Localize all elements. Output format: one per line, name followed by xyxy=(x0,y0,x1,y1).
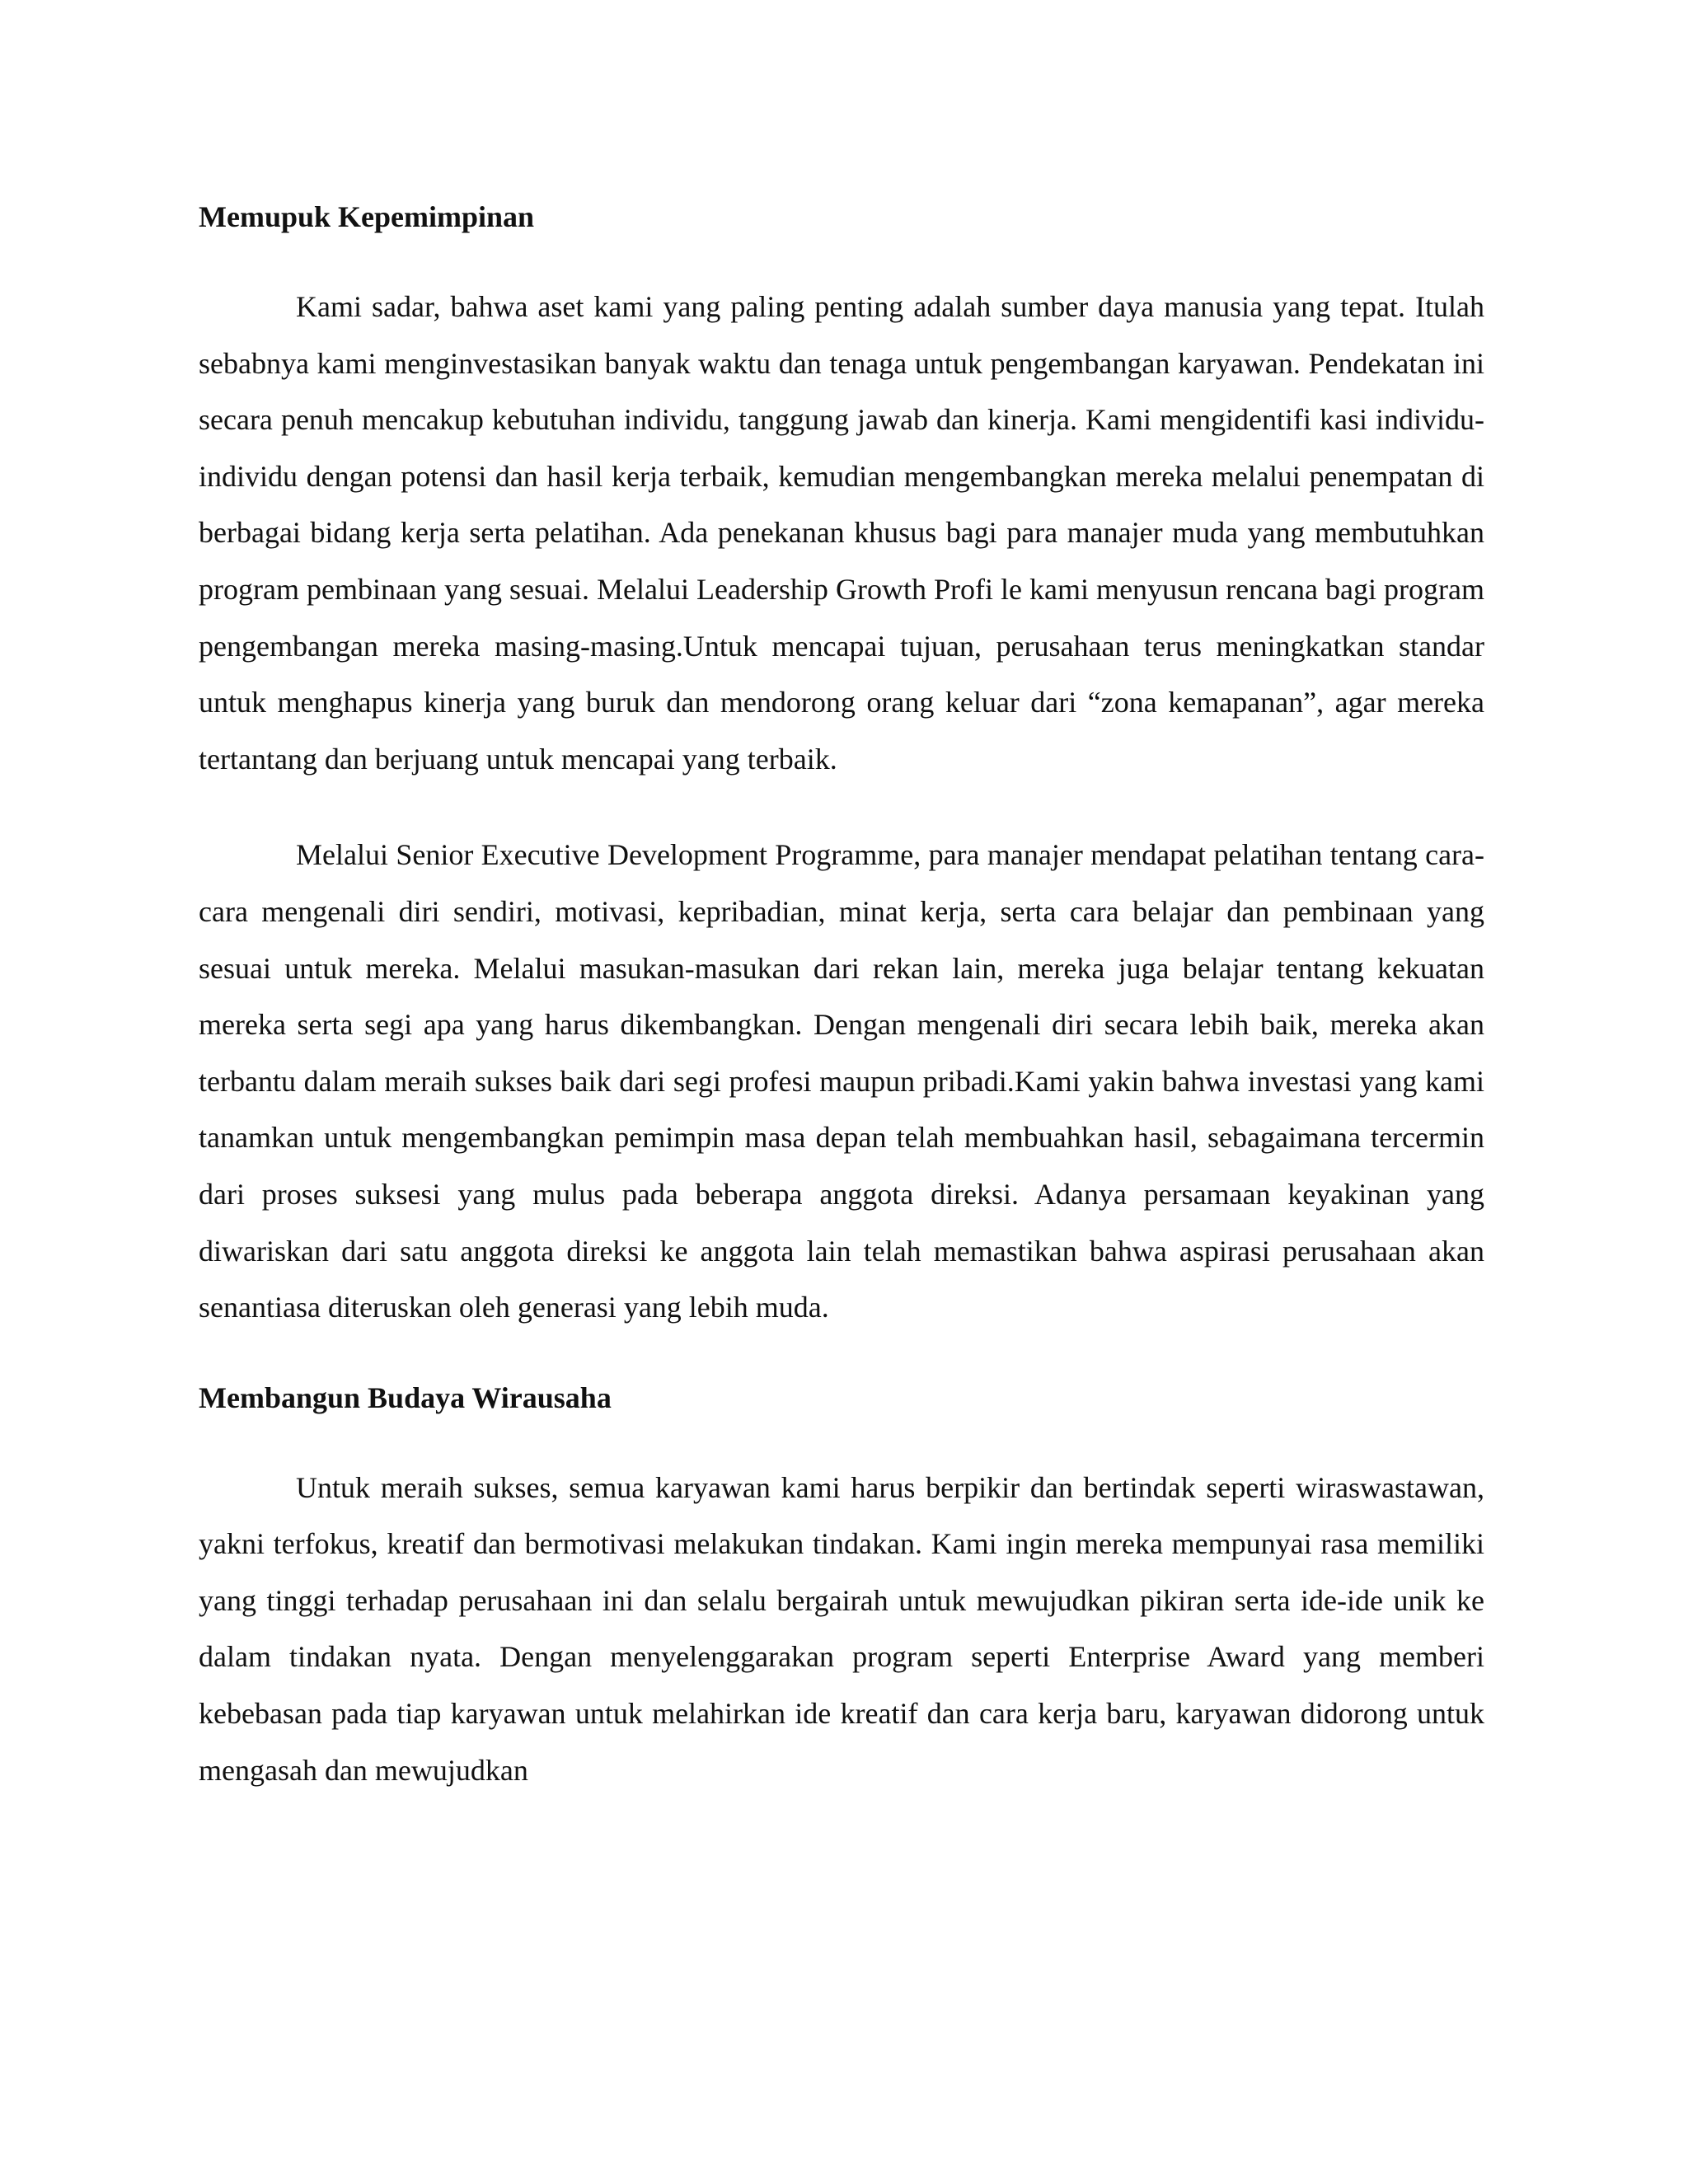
document-body xyxy=(199,196,1484,1798)
section-heading-membangun-budaya-wirausaha: Membangun Budaya Wirausaha xyxy=(199,1380,612,1414)
section-heading-memupuk-kepemimpinan: Memupuk Kepemimpinan xyxy=(199,200,535,233)
body-paragraph: Melalui Senior Executive Development Programme, para manajer mendapat pelatihan tentang cara-cara mengenali diri sendiri, motivasi, kepribadian, minat kerja, serta cara belajar dan pembinaan yang sesuai untuk mereka. Melalui masukan-masukan dari rekan lain, mereka juga belajar tentang kekuatan mereka serta segi apa yang harus dikembangkan. Dengan mengenali diri secara lebih baik, mereka akan terbantu dalam meraih sukses baik dari segi profesi maupun pribadi.Kami yakin bahwa investasi yang kami tanamkan untuk mengembangkan pemimpin masa depan telah membuahkan hasil, sebagaimana tercermin dari proses suksesi yang mulus pada beberapa anggota direksi. Adanya persamaan keyakinan yang diwariskan dari satu anggota direksi ke anggota lain telah memastikan bahwa aspirasi perusahaan akan senantiasa diteruskan oleh generasi yang lebih muda. xyxy=(199,838,1484,1324)
body-paragraph: Kami sadar, bahwa aset kami yang paling penting adalah sumber daya manusia yang tepat. Itulah sebabnya kami menginvestasikan banyak waktu dan tenaga untuk pengembangan karyawan. Pendekatan ini secara penuh mencakup kebutuhan individu, tanggung jawab dan kinerja. Kami mengidentifi kasi individu-individu dengan potensi dan hasil kerja terbaik, kemudian mengembangkan mereka melalui penempatan di berbagai bidang kerja serta pelatihan. Ada penekanan khusus bagi para manajer muda yang membutuhkan program pembinaan yang sesuai. Melalui Leadership Growth Profi le kami menyusun rencana bagi program pengembangan mereka masing-masing.Untuk mencapai tujuan, perusahaan terus meningkatkan standar untuk menghapus kinerja yang buruk dan mendorong orang keluar dari “zona kemapanan”, agar mereka tertantang dan berjuang untuk mencapai yang terbaik. xyxy=(199,290,1484,776)
body-paragraph: Untuk meraih sukses, semua karyawan kami harus berpikir dan bertindak seperti wiraswastawan, yakni terfokus, kreatif dan bermotivasi melakukan tindakan. Kami ingin mereka mempunyai rasa memiliki yang tinggi terhadap perusahaan ini dan selalu bergairah untuk mewujudkan pikiran serta ide-ide unik ke dalam tindakan nyata. Dengan menyelenggarakan program seperti Enterprise Award yang memberi kebebasan pada tiap karyawan untuk melahirkan ide kreatif dan cara kerja baru, karyawan didorong untuk mengasah dan mewujudkan xyxy=(199,1470,1484,1787)
